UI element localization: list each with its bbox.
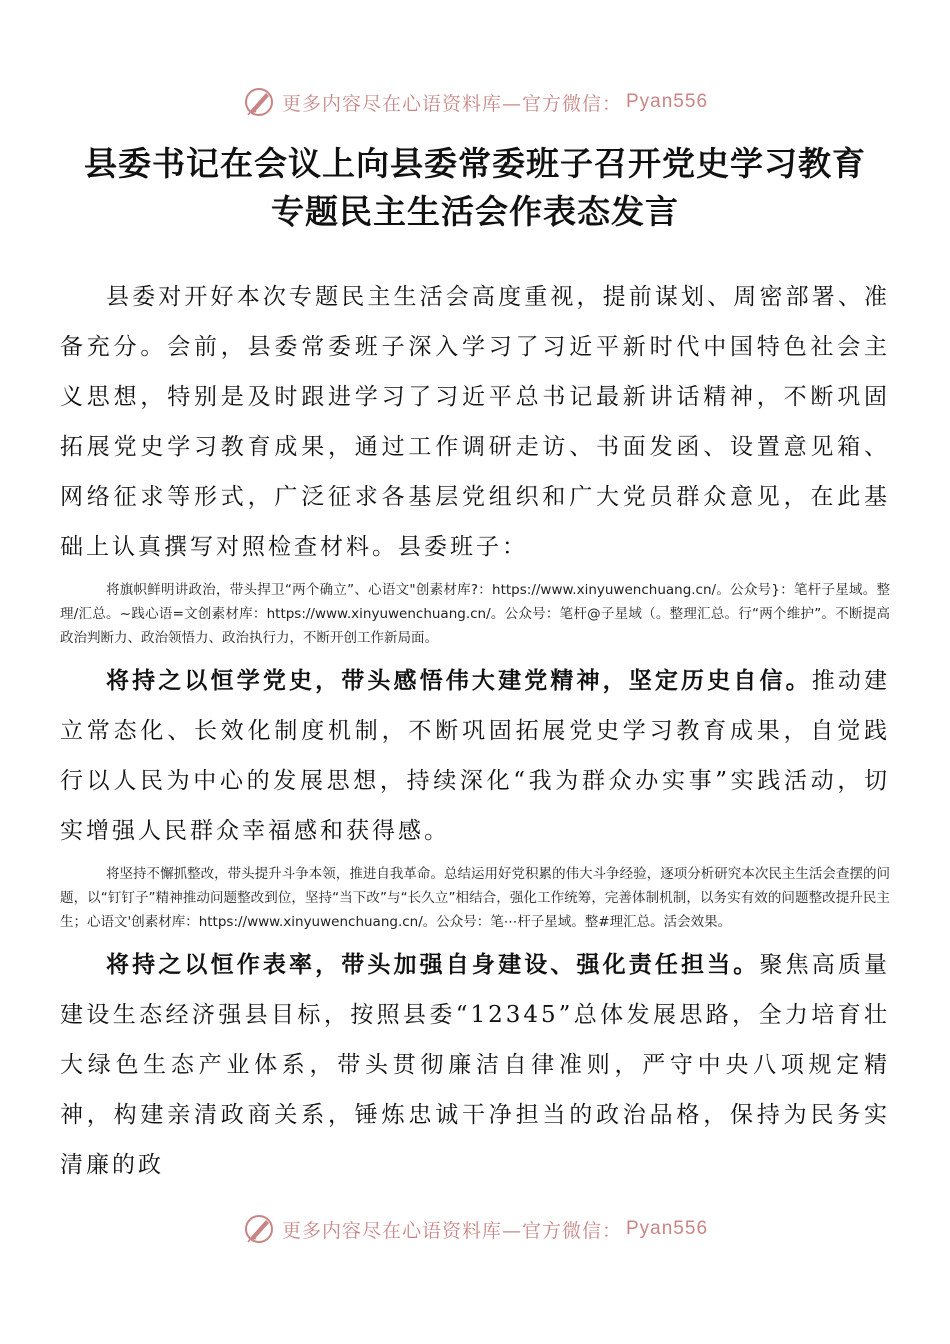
- footer-watermark-banner: [0, 1209, 950, 1249]
- banner-wechat-id: Pyan556: [626, 91, 709, 112]
- paragraph-rest-text: 聚焦高质量建设生态经济强县目标，按照县委“12345”总体发展思路，全力培育壮大绿色生态产业体系，带头贯彻廉洁自律准则，严守中央八项规定精神，构建亲清政商关系，锤炼忠诚干净担当的政治品格，保持为民务实清廉的政: [60, 952, 891, 1178]
- header-watermark-banner: [0, 82, 950, 122]
- paragraph-role-model: [60, 940, 890, 1190]
- title-line-2: 专题民主生活会作表态发言: [271, 192, 679, 231]
- document-title: [40, 140, 910, 236]
- paragraph-intro: 县委对开好本次专题民主生活会高度重视，提前谋划、周密部署、准备充分。会前，县委常委班子深入学习了习近平新时代中国特色社会主义思想，特别是及时跟进学习了习近平总书记最新讲话精神，不断巩固拓展党史学习教育成果，通过工作调研走访、书面发函、设置意见箱、网络征求等形式，广泛征求各基层党组织和广大党员群众意见，在此基础上认真撰写对照检查材料。县委班子：: [60, 284, 890, 560]
- banner-wechat-id: Pyan556: [626, 1218, 709, 1239]
- paragraph-lead-text: 将持之以恒作表率，带头加强自身建设、强化责任担当。: [106, 951, 760, 978]
- banner-text: 更多内容尽在心语资料库—官方微信：: [281, 92, 622, 115]
- paragraph-lead-text: 将持之以恒学党史，带头感悟伟大建党精神，坚定历史自信。: [106, 667, 812, 694]
- document-body: [60, 272, 890, 1190]
- small-paragraph-1: 将旗帜鲜明讲政治，带头捍卫“两个确立”、心语文"创素材库?：https://www.xinyuwenchuang.cn/。公众号}：笔杆子星域。整理/汇总。~践心语=文创素材库：https://www.xinyuwenchuang.cn/。公众号：笔杆@子星域（。整理汇总。行“两个维护”。不断提高政治判断力、政治领悟力、政治执行力，不断开创工作新局面。: [60, 582, 890, 646]
- pen-circle-logo-icon: [242, 1212, 276, 1246]
- title-line-1: 县委书记在会议上向县委常委班子召开党史学习教育: [84, 144, 866, 183]
- small-paragraph-2: 将坚持不懈抓整改，带头提升斗争本领，推进自我革命。总结运用好党积累的伟大斗争经验，逐项分析研究本次民主生活会查摆的问题，以“钉钉子”精神推动问题整改到位，坚持“当下改”与“长久立”相结合，强化工作统筹，完善体制机制，以务实有效的问题整改提升民主生；心语文'创素材库：https://www.xinyuwenchuang.cn/。公众号：笔⋯杆子星域。整#理汇总。活会效果。: [60, 866, 890, 930]
- banner-text: 更多内容尽在心语资料库—官方微信：: [281, 1219, 622, 1242]
- paragraph-rest-text: 推动建立常态化、长效化制度机制，不断巩固拓展党史学习教育成果，自觉践行以人民为中心的发展思想，持续深化“我为群众办实事”实践活动，切实增强人民群众幸福感和获得感。: [60, 668, 891, 844]
- paragraph-party-history: [60, 656, 890, 856]
- pen-circle-logo-icon: [242, 85, 276, 119]
